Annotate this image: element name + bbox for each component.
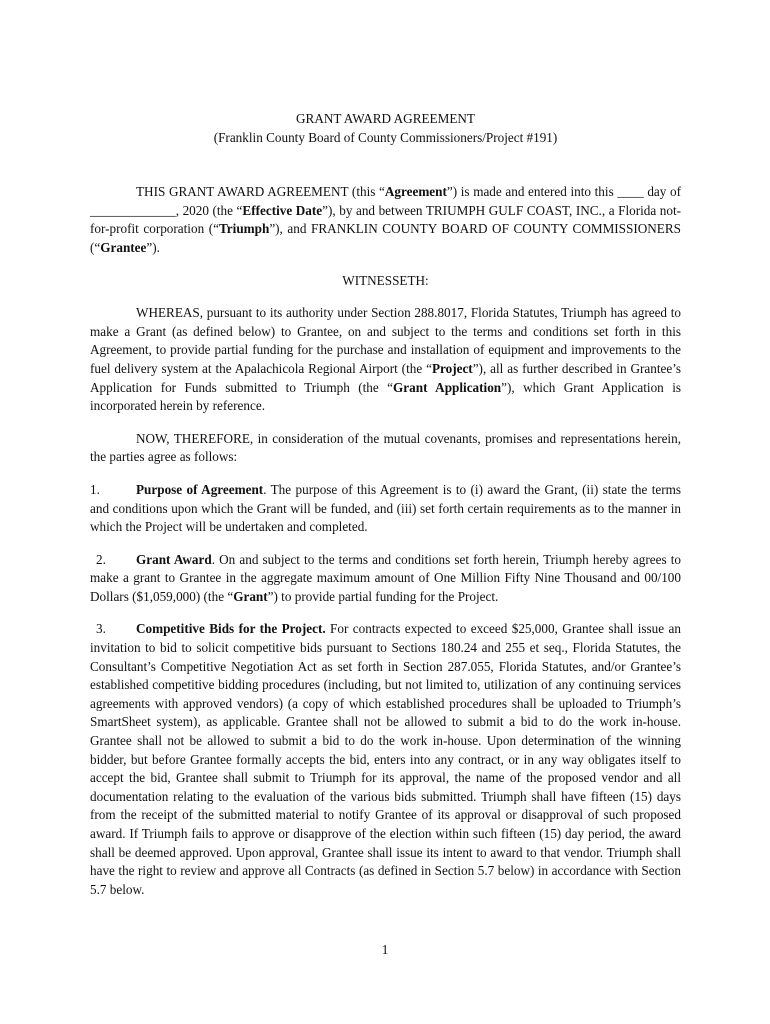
section-3 [90, 620, 681, 899]
section-number: 2. [96, 551, 106, 567]
document-subtitle: (Franklin County Board of County Commissioners/Project #191) [213, 129, 558, 145]
witnesseth-heading: WITNESSETH: [342, 272, 429, 288]
section-1 [90, 481, 681, 537]
section-number: 1. [90, 481, 100, 497]
section-heading: Competitive Bids for the Project. [136, 621, 326, 637]
document-title: GRANT AWARD AGREEMENT [296, 111, 475, 126]
section-2: 2. Grant Award. On and subject to the terms and conditions set forth herein, Triumph hereby agrees to make a grant to Grantee in the aggregate maximum amount of One Million Fifty Nine Thousand and 00/100 Dollars ($1,059,000) (the “Grant”) to provide partial funding for the Project. [90, 551, 681, 604]
page-number: 1 [381, 942, 389, 957]
section-text: For contracts expected to exceed $25,000, Grantee shall issue an invitation to bid to solicit competitive bids pursuant to Sections 180.24 and 255 et seq., Florida Statutes, the Consultant’s Competitive Negotiation Act as set forth in Section 287.055, Florida Statutes, and/or Grantee’s established competitive bidding procedures (including, but not limited to, utilization of any continuing services agreements with approved vendors) (a copy of which established procedures shall be uploaded to Triumph’s SmartSheet system), as applicable. Grantee shall not be allowed to submit a bid to do the work in-house. Grantee shall not be allowed to submit a bid to do the work in-house. Upon determination of the winning bidder, but before Grantee formally accepts the bid, enters into any contract, or in any way obligates itself to accept the bid, Grantee shall submit to Triumph for its approval, the name of the proposed vendor and all documentation relating to the evaluation of the various bids submitted. Triumph shall have fifteen (15) days from the receipt of the submitted material to notify Grantee of its approval or disapproval of such proposed award. If Triumph fails to approve or disapprove of the election within such fifteen (15) day period, the award shall be deemed approved. Upon approval, Grantee shall issue its intent to award to that vendor. Triumph shall have the right to review and approve all Contracts (as defined in Section 5.7 below) in accordance with Section 5.7 below. [90, 621, 681, 897]
section-text: . The purpose of this Agreement is to (i) award the Grant, (ii) state the terms and conditions upon which the Grant will be funded, and (iii) set forth certain requirements as to the manner in which the Project will be undertaken and completed. [90, 481, 681, 535]
document-body [90, 110, 681, 899]
whereas-paragraph: WHEREAS, pursuant to its authority under Section 288.8017, Florida Statutes, Triumph has agreed to make a Grant (as defined below) to Grantee, on and subject to the terms and conditions set forth in this Agreement, to provide partial funding for the purchase and installation of equipment and improvements to the fuel delivery system at the Apalachicola Regional Airport (the “Project”), all as further described in Grantee’s Application for Funds submitted to Triumph (the “Grant Application”), which Grant Application is incorporated herein by reference. [90, 305, 681, 414]
section-number: 3. [96, 621, 106, 637]
intro-paragraph: THIS GRANT AWARD AGREEMENT (this “Agreement”) is made and entered into this ____ day of _____________, 2020 (the “Effective Date”), by and between TRIUMPH GULF COAST, INC., a Florida not-for-profit corporation (“Triumph”), and FRANKLIN COUNTY BOARD OF COUNTY COMMISSIONERS (“Grantee”). [90, 184, 681, 255]
section-heading: Grant Award [136, 551, 212, 567]
now-therefore-paragraph: NOW, THEREFORE, in consideration of the mutual covenants, promises and representations herein, the parties agree as follows: [90, 430, 681, 465]
section-heading: Purpose of Agreement [136, 481, 264, 497]
